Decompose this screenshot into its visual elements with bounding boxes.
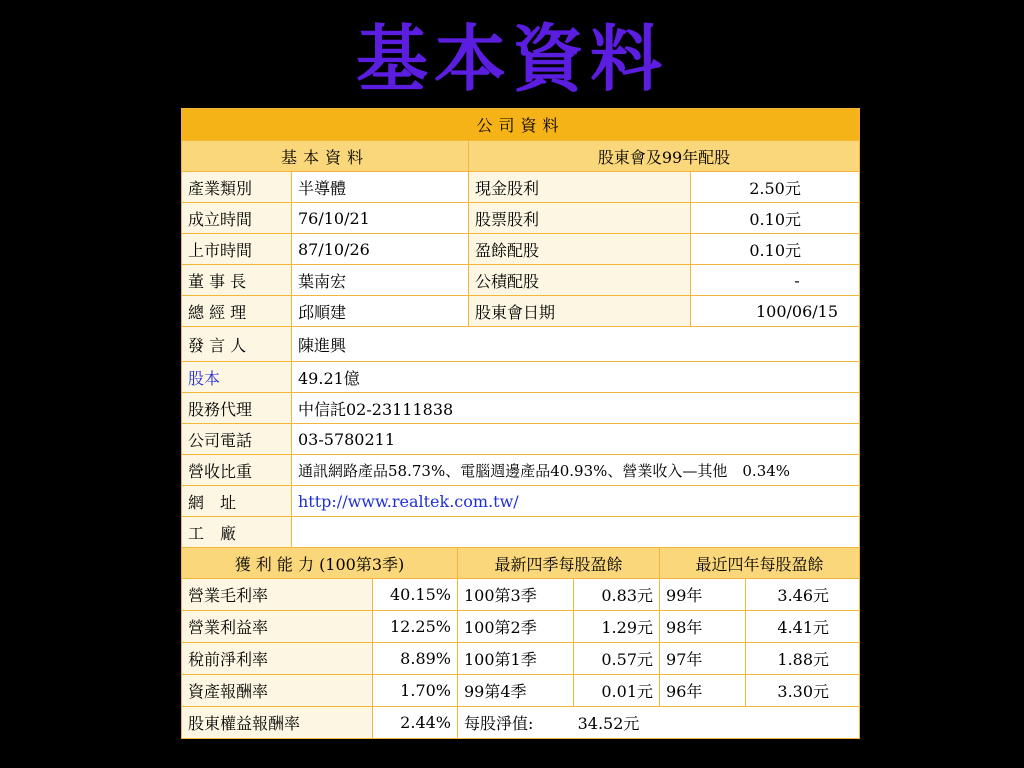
profit-label: 稅前淨利率 [182,643,373,675]
row-value: 03-5780211 [292,424,860,455]
table-row [182,611,860,643]
row-label: 上市時間 [182,234,292,265]
row-label: 成立時間 [182,203,292,234]
dividend-value: - [691,265,860,296]
website-link[interactable]: http://www.realtek.com.tw/ [298,491,519,511]
profitability-table [181,547,860,739]
eps-4y-header: 最近四年每股盈餘 [660,548,860,579]
row-value: 87/10/26 [292,234,469,265]
dividend-label: 股東會日期 [469,296,691,327]
row-value: 49.21億 [292,362,860,393]
quarter: 100第1季 [458,643,574,675]
row-value: 中信託02-23111838 [292,393,860,424]
year-eps: 3.30元 [746,675,860,707]
profit-label: 股東權益報酬率 [182,707,373,739]
quarter-eps: 0.83元 [574,579,660,611]
table-row [182,203,860,234]
quarter-eps: 1.29元 [574,611,660,643]
profit-value: 8.89% [373,643,458,675]
table-row [182,393,860,424]
table-row [182,172,860,203]
profit-value: 12.25% [373,611,458,643]
dividend-value: 0.10元 [691,203,860,234]
company-header: 公司資料 [182,109,860,141]
row-label: 公司電話 [182,424,292,455]
table-row [182,707,860,739]
table-row [182,643,860,675]
dividend-value: 0.10元 [691,234,860,265]
table-row [182,486,860,517]
year-eps: 3.46元 [746,579,860,611]
profit-label: 營業毛利率 [182,579,373,611]
capital-link[interactable]: 股本 [182,362,292,393]
profit-value: 1.70% [373,675,458,707]
table-row [182,296,860,327]
quarter: 100第3季 [458,579,574,611]
dividend-value: 2.50元 [691,172,860,203]
dividend-label: 盈餘配股 [469,234,691,265]
nav-value: 34.52元 [577,714,640,733]
profit-value: 2.44% [373,707,458,739]
row-label: 產業類別 [182,172,292,203]
dividend-label: 公積配股 [469,265,691,296]
year: 96年 [660,675,746,707]
profit-header: 獲 利 能 力 (100第3季) [182,548,458,579]
quarter-eps: 0.57元 [574,643,660,675]
table-row [182,234,860,265]
year-eps: 1.88元 [746,643,860,675]
dividend-label: 現金股利 [469,172,691,203]
row-label: 董 事 長 [182,265,292,296]
row-value: 半導體 [292,172,469,203]
dividend-header: 股東會及99年配股 [469,141,860,172]
table-row [182,265,860,296]
row-label: 網 址 [182,486,292,517]
row-label: 總 經 理 [182,296,292,327]
quarter-eps: 0.01元 [574,675,660,707]
table-row [182,455,860,486]
table-row [182,362,860,393]
table-row [182,424,860,455]
quarter: 99第4季 [458,675,574,707]
row-value: 邱順建 [292,296,469,327]
year: 97年 [660,643,746,675]
row-label: 發 言 人 [182,327,292,362]
row-label: 營收比重 [182,455,292,486]
profit-value: 40.15% [373,579,458,611]
dividend-value: 100/06/15 [691,296,860,327]
row-value: 76/10/21 [292,203,469,234]
row-value: 葉南宏 [292,265,469,296]
table-row [182,579,860,611]
profit-label: 資產報酬率 [182,675,373,707]
row-value: 通訊網路產品58.73%、電腦週邊產品40.93%、營業收入—其他 0.34% [292,455,860,486]
row-label: 股務代理 [182,393,292,424]
quarter: 100第2季 [458,611,574,643]
dividend-label: 股票股利 [469,203,691,234]
company-data-table-wrap [181,108,859,739]
table-row [182,327,860,362]
nav-label: 每股淨值: [464,714,534,733]
row-label: 工 廠 [182,517,292,548]
profit-label: 營業利益率 [182,611,373,643]
year-eps: 4.41元 [746,611,860,643]
year: 99年 [660,579,746,611]
table-row [182,517,860,548]
row-value [292,517,860,548]
year: 98年 [660,611,746,643]
table-row [182,675,860,707]
eps-4q-header: 最新四季每股盈餘 [458,548,660,579]
basic-header: 基本資料 [182,141,469,172]
page-title: 基本資料 [355,16,668,101]
company-info-table [181,108,860,548]
row-value: 陳進興 [292,327,860,362]
